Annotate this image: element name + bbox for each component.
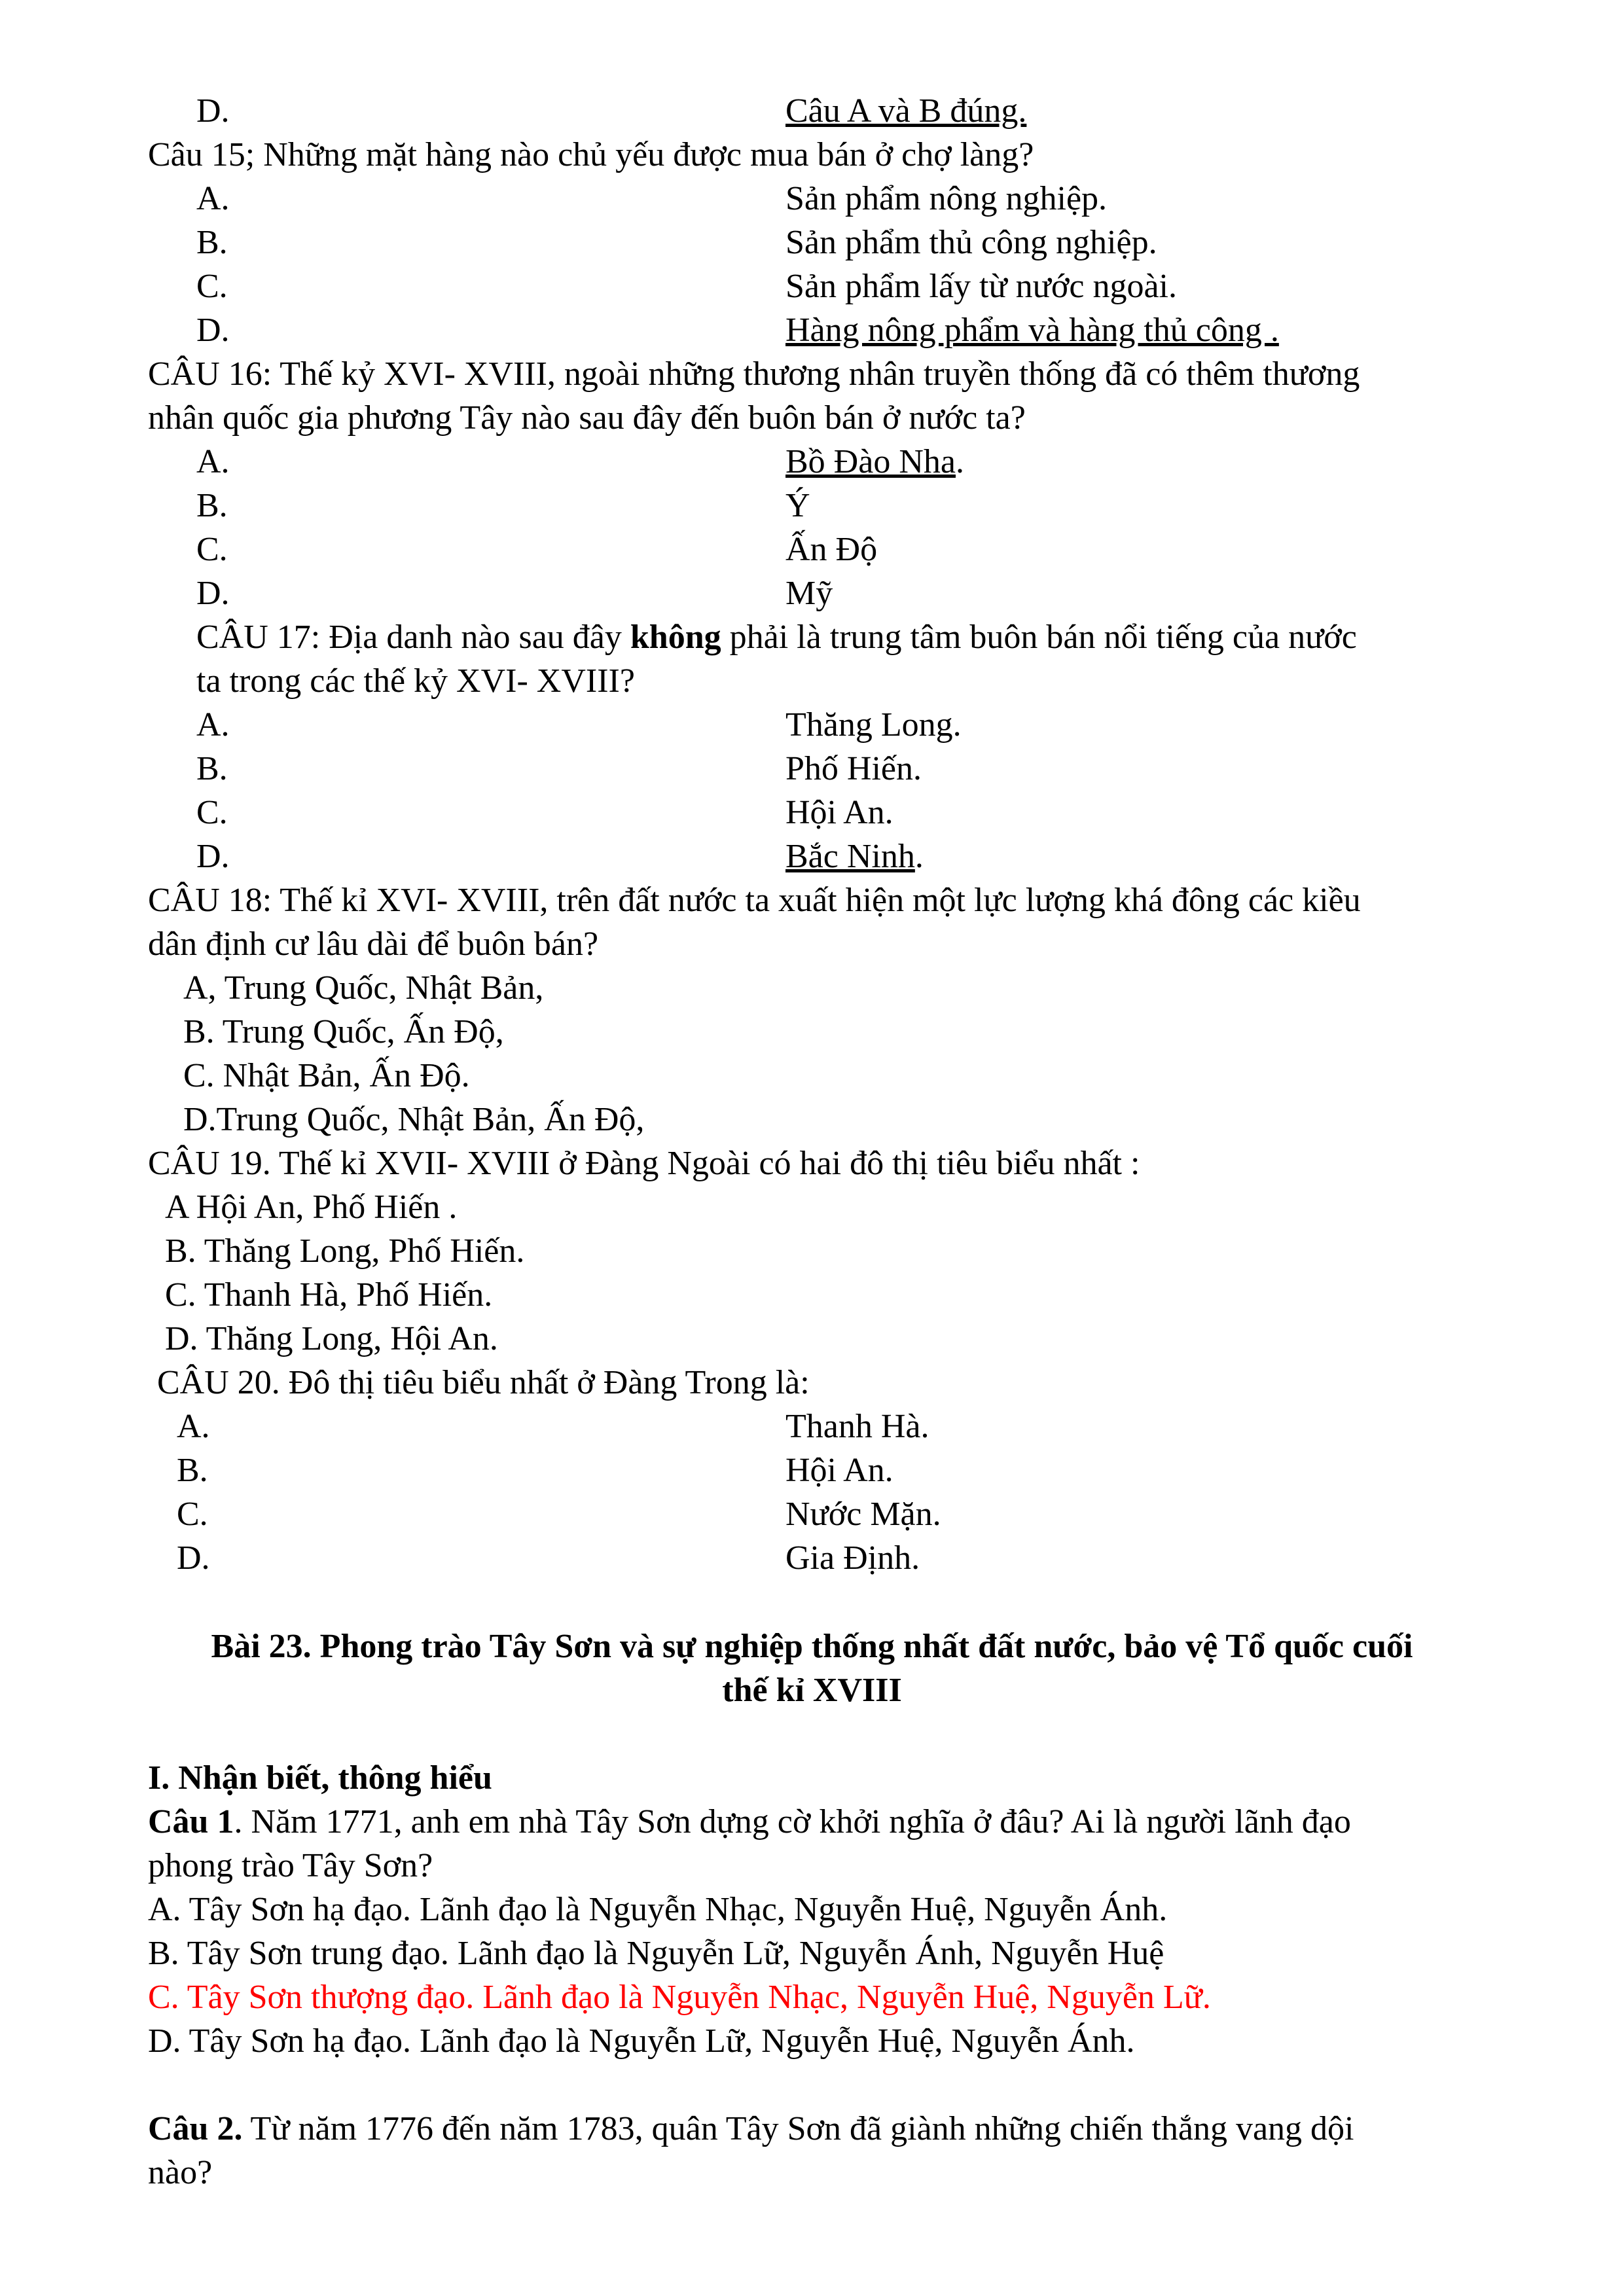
option-text: Ý [785, 487, 810, 524]
question-text: . Năm 1771, anh em nhà Tây Sơn dựng cờ khởi nghĩa ở đâu? Ai là người lãnh đạo [234, 1803, 1351, 1840]
question-label: Câu 2. [148, 2110, 243, 2147]
question-18-line2: dân định cư lâu dài để buôn bán? [148, 925, 599, 963]
option-letter: A. [196, 180, 230, 217]
option-text-answer: Câu A và B đúng. [785, 92, 1027, 130]
section-heading: I. Nhận biết, thông hiểu [148, 1759, 492, 1797]
question-2-line2: nào? [148, 2154, 213, 2191]
option-letter: B. [177, 1452, 208, 1489]
option-text: Ấn Độ [785, 531, 878, 568]
option-letter: A. [177, 1408, 210, 1445]
question-text: phải là trung tâm buôn bán nổi tiếng của nước [721, 619, 1357, 656]
option-letter: C. [177, 1496, 208, 1533]
question-19: CÂU 19. Thế kỉ XVII- XVIII ở Đàng Ngoài có hai đô thị tiêu biểu nhất : [148, 1145, 1140, 1182]
option-text: Mỹ [785, 575, 833, 612]
question-text: Từ năm 1776 đến năm 1783, quân Tây Sơn đã giành những chiến thắng vang dội [242, 2110, 1354, 2147]
question-16-line1: CÂU 16: Thế kỷ XVI- XVIII, ngoài những thương nhân truyền thống đã có thêm thương [148, 355, 1360, 393]
option-letter: A. [196, 706, 230, 744]
option-text: B. Thăng Long, Phố Hiến. [165, 1232, 525, 1270]
question-emphasis: không [630, 619, 721, 656]
option-text: C. Nhật Bản, Ấn Độ. [183, 1057, 470, 1094]
option-text: B. Trung Quốc, Ấn Độ, [183, 1013, 504, 1050]
option-text: Hội An. [785, 1452, 893, 1489]
lesson-title-line1: Bài 23. Phong trào Tây Sơn và sự nghiệp thống nhất đất nước, bảo vệ Tổ quốc cuối [211, 1628, 1413, 1665]
option-letter: B. [196, 224, 228, 261]
option-letter: B. [196, 487, 228, 524]
option-text: Phố Hiến. [785, 750, 922, 787]
option-letter: C. [196, 268, 228, 305]
option-text: A. Tây Sơn hạ đạo. Lãnh đạo là Nguyễn Nhạc, Nguyễn Huệ, Nguyễn Ánh. [148, 1891, 1168, 1928]
option-letter: C. [196, 531, 228, 568]
question-20: CÂU 20. Đô thị tiêu biểu nhất ở Đàng Trong là: [157, 1364, 810, 1401]
option-text: Gia Định. [785, 1539, 920, 1577]
option-text: Sản phẩm thủ công nghiệp. [785, 224, 1157, 261]
option-letter: B. [196, 750, 228, 787]
option-text: Hội An. [785, 794, 893, 831]
option-text: A Hội An, Phố Hiến . [165, 1189, 458, 1226]
question-18-line1: CÂU 18: Thế kỉ XVI- XVIII, trên đất nước ta xuất hiện một lực lượng khá đông các kiều [148, 882, 1361, 919]
option-text: D. Thăng Long, Hội An. [165, 1320, 498, 1357]
option-text: Thăng Long. [785, 706, 962, 744]
option-text: Sản phẩm lấy từ nước ngoài. [785, 268, 1177, 305]
question-17-line2: ta trong các thế kỷ XVI- XVIII? [196, 662, 635, 700]
option-letter: C. [196, 794, 228, 831]
option-text: D. Tây Sơn hạ đạo. Lãnh đạo là Nguyễn Lữ, Nguyễn Huệ, Nguyễn Ánh. [148, 2022, 1135, 2060]
answer-suffix: . [955, 443, 964, 480]
question-1-line1 [148, 1801, 1351, 1843]
question-17-line1 [196, 617, 1357, 658]
option-text: C. Thanh Hà, Phố Hiến. [165, 1276, 493, 1314]
answer-suffix: . [914, 838, 924, 875]
option-text-answer: Hàng nông phẩm và hàng thủ công . [785, 312, 1279, 349]
option-text: B. Tây Sơn trung đạo. Lãnh đạo là Nguyễn Lữ, Nguyễn Ánh, Nguyễn Huệ [148, 1935, 1164, 1972]
option-text-answer: C. Tây Sơn thượng đạo. Lãnh đạo là Nguyễn Nhạc, Nguyễn Huệ, Nguyễn Lữ. [148, 1979, 1211, 2016]
option-text: A, Trung Quốc, Nhật Bản, [183, 969, 544, 1007]
option-text: D.Trung Quốc, Nhật Bản, Ấn Độ, [183, 1101, 645, 1138]
option-text-answer [785, 836, 924, 878]
option-letter: D. [196, 92, 230, 130]
option-text-answer [785, 441, 964, 483]
option-text: Nước Mặn. [785, 1496, 941, 1533]
question-label: Câu 1 [148, 1803, 234, 1840]
answer-underlined: Bắc Ninh [785, 838, 915, 875]
option-letter: D. [196, 312, 230, 349]
question-2-line1 [148, 2108, 1354, 2150]
question-1-line2: phong trào Tây Sơn? [148, 1847, 433, 1884]
option-letter: D. [196, 838, 230, 875]
question-15: Câu 15; Những mặt hàng nào chủ yếu được mua bán ở chợ làng? [148, 136, 1034, 173]
option-letter: D. [177, 1539, 210, 1577]
option-text: Thanh Hà. [785, 1408, 929, 1445]
option-text: Sản phẩm nông nghiệp. [785, 180, 1108, 217]
option-letter: A. [196, 443, 230, 480]
question-16-line2: nhân quốc gia phương Tây nào sau đây đến buôn bán ở nước ta? [148, 399, 1026, 437]
question-text: CÂU 17: Địa danh nào sau đây [196, 619, 630, 656]
answer-underlined: Bồ Đào Nha [785, 443, 956, 480]
option-letter: D. [196, 575, 230, 612]
lesson-title-line2: thế kỉ XVIII [722, 1672, 902, 1709]
